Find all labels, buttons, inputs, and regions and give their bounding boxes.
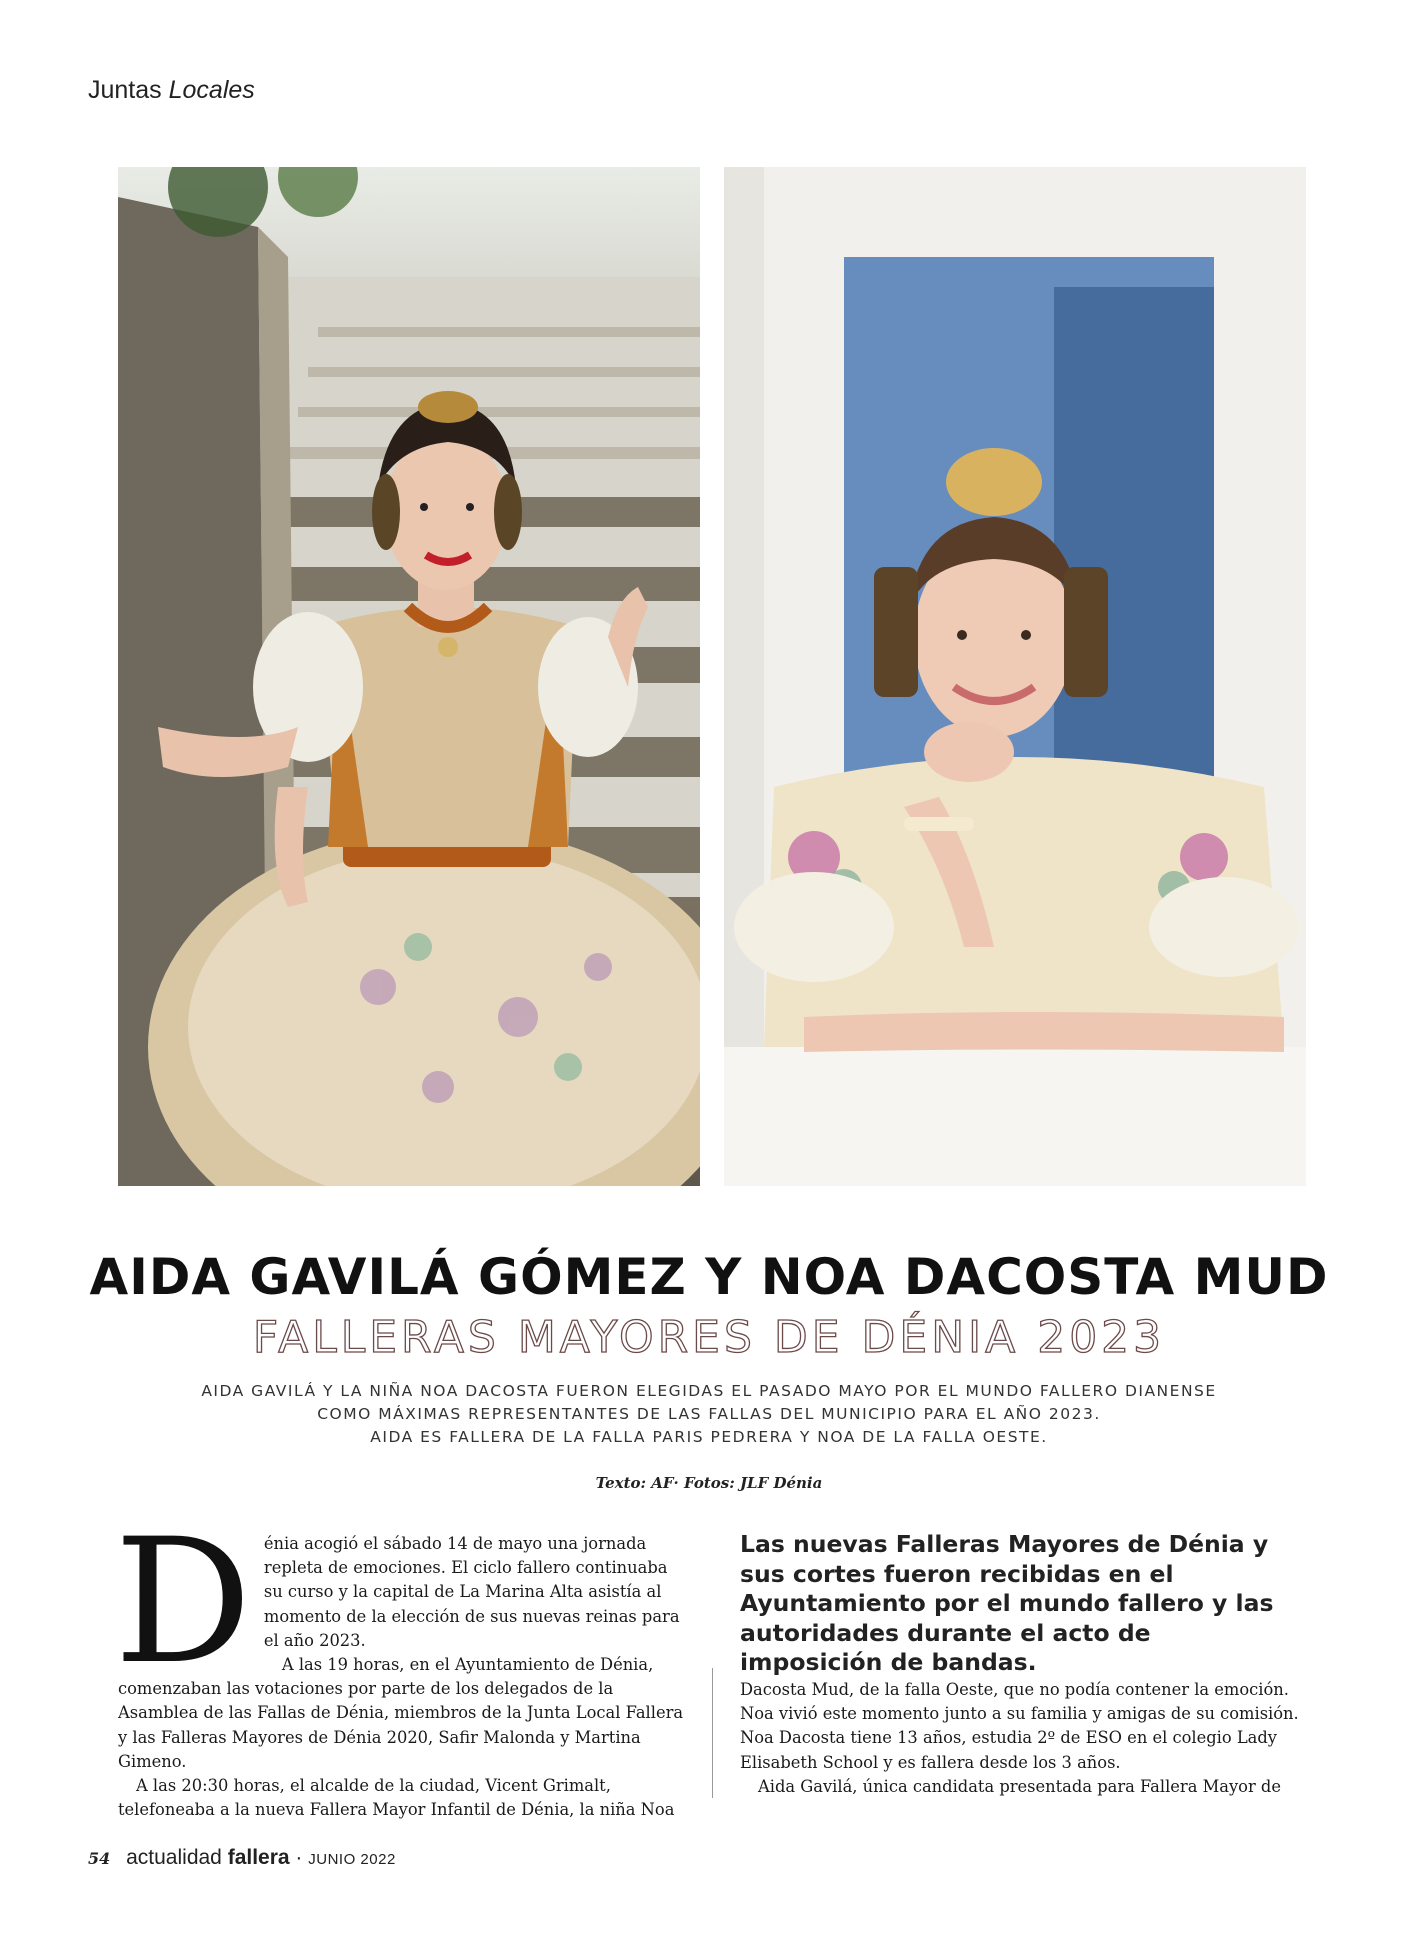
section-label: [88, 76, 255, 105]
paragraph: A las 20:30 horas, el alcalde de la ciudad, Vicent Grimalt, telefoneaba a la nueva Fallera Mayor Infantil de Dénia, la niña Noa: [118, 1776, 675, 1820]
photo-left-fallera-mayor: [118, 167, 700, 1186]
intro-line: AIDA ES FALLERA DE LA FALLA PARIS PEDRERA Y NOA DE LA FALLA OESTE.: [370, 1428, 1048, 1446]
column-divider: [712, 1668, 713, 1798]
intro-line: COMO MÁXIMAS REPRESENTANTES DE LAS FALLAS DEL MUNICIPIO PARA EL AÑO 2023.: [317, 1405, 1101, 1423]
section-label-italic: Locales: [168, 76, 255, 104]
intro-line: AIDA GAVILÁ Y LA NIÑA NOA DACOSTA FUERON ELEGIDAS EL PASADO MAYO POR EL MUNDO FALLERO DIANENSE: [201, 1382, 1217, 1400]
section-label-main: Juntas: [88, 76, 162, 104]
article-column-left: [114, 1501, 688, 1822]
footer-separator: ·: [289, 1846, 309, 1869]
magazine-name-light: actualidad: [126, 1846, 222, 1869]
paragraph: A las 19 horas, en el Ayuntamiento de Dénia, comenzaban las votaciones por parte de los delegados de la Asamblea de las Fallas de Dénia, miembros de la Junta Local Fallera y las Falleras Mayores de Dénia 2020, Safir Malonda y Martina Gimeno.: [118, 1655, 684, 1771]
article-intro: [200, 1380, 1218, 1449]
page-number: 54: [88, 1849, 111, 1868]
article-title: AIDA GAVILÁ GÓMEZ Y NOA DACOSTA MUD: [89, 1248, 1329, 1306]
pull-quote: Las nuevas Falleras Mayores de Dénia y sus cortes fueron recibidas en el Ayuntamiento por el mundo fallero y las autoridades durante el acto de imposición de bandas.: [740, 1530, 1274, 1676]
photo-credit: Texto: AF· Fotos: JLF Dénia: [595, 1474, 823, 1492]
article-column-right: [740, 1678, 1306, 1799]
drop-cap: D: [114, 1501, 252, 1702]
paragraph: Dacosta Mud, de la falla Oeste, que no podía contener la emoción. Noa vivió este momento junto a su familia y amigas de su comisión. Noa Dacosta tiene 13 años, estudia 2º de ESO en el colegio Lady Elisabeth School y es fallera desde los 3 años.: [740, 1680, 1299, 1772]
page-footer: [88, 1846, 396, 1870]
paragraph: énia acogió el sábado 14 de mayo una jornada repleta de emociones. El ciclo fallero continuaba su curso y la capital de La Marina Alta asistía al momento de la elección de sus nuevas reinas para el año 2023.: [263, 1534, 680, 1650]
photo-right-fallera-mayor-infantil: [724, 167, 1306, 1186]
paragraph: Aida Gavilá, única candidata presentada para Fallera Mayor de: [758, 1776, 1281, 1796]
issue-date: JUNIO 2022: [308, 1851, 396, 1868]
article-subtitle: FALLERAS MAYORES DE DÉNIA 2023: [252, 1312, 1166, 1363]
magazine-name-bold: fallera: [227, 1846, 290, 1869]
